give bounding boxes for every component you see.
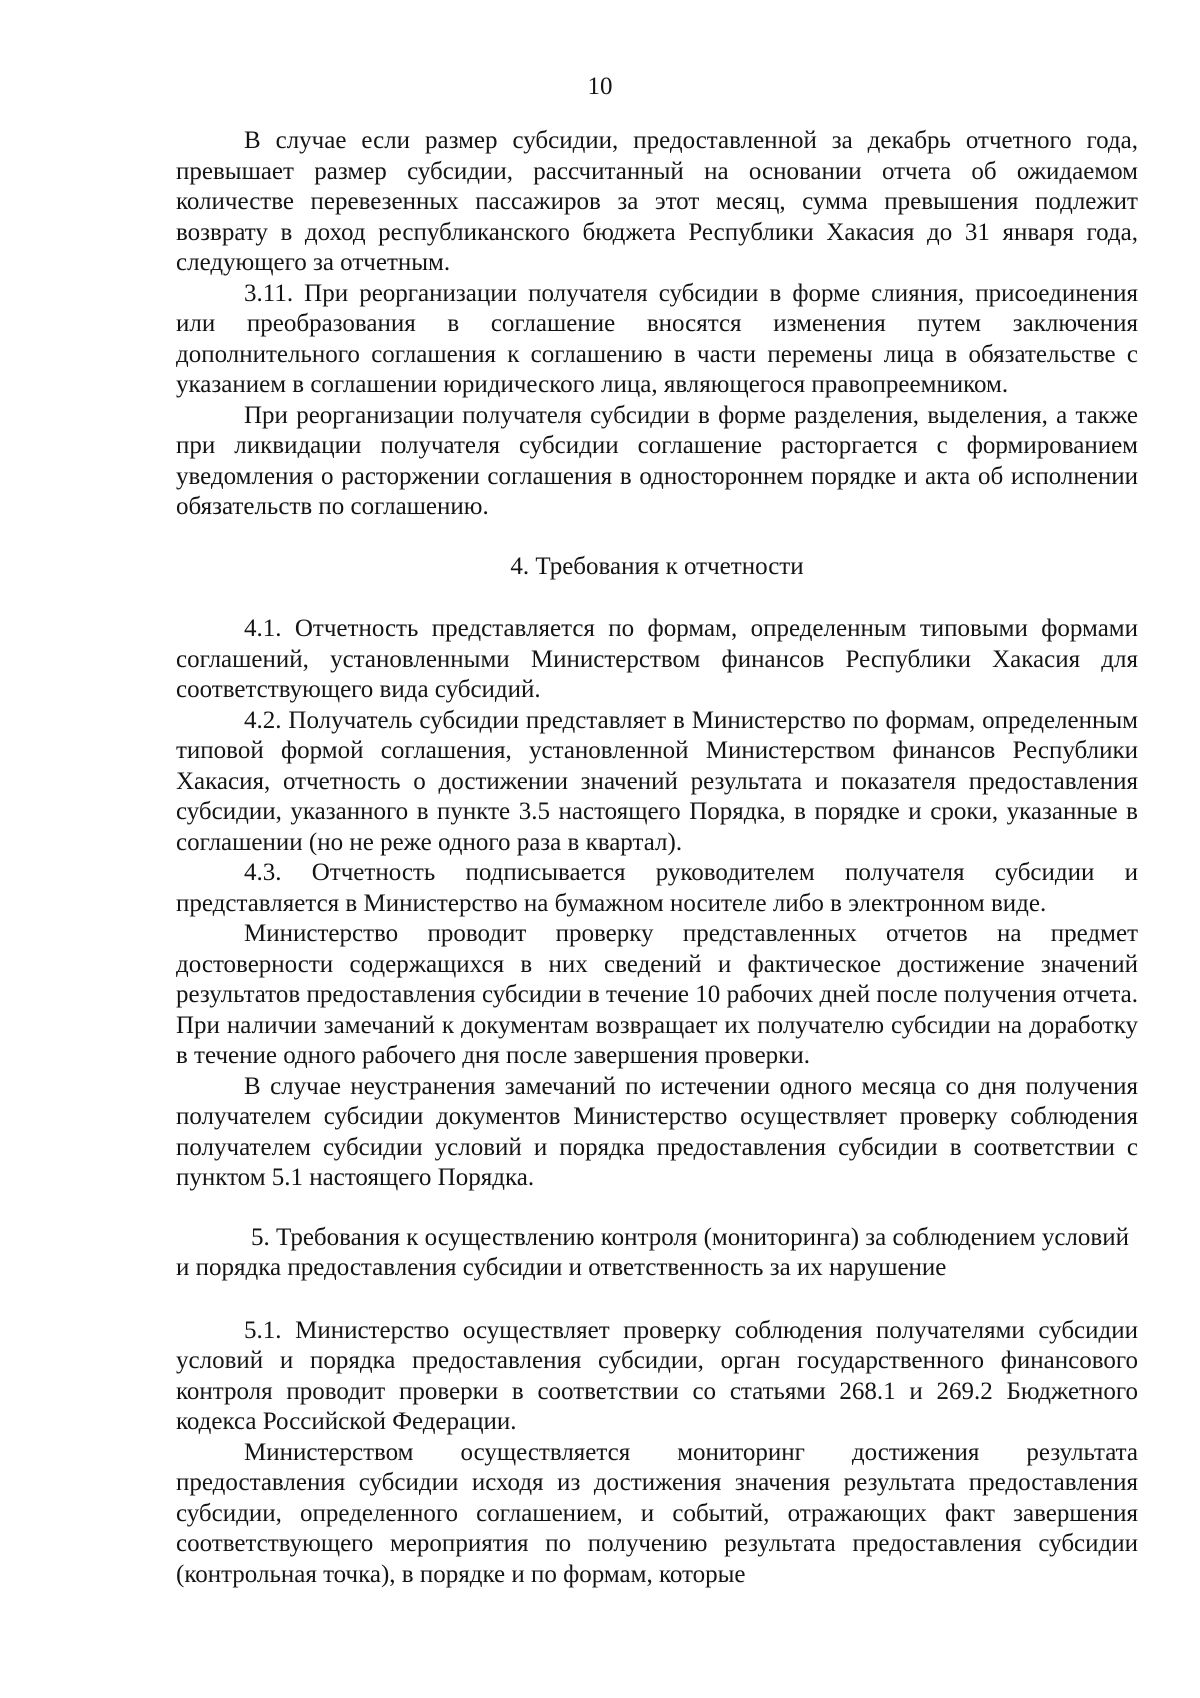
- section-heading: 4. Требования к отчетности: [510, 552, 804, 580]
- paragraph: В случае неустранения замечаний по истечении одного месяца со дня получения получателем субсидии документов Министерство осуществляет проверку соблюдения получателем субсидии условий и порядка предоставления субсидии в соответствии с пунктом 5.1 настоящего Порядка.: [176, 1072, 1138, 1191]
- document-body: [176, 126, 1138, 1590]
- paragraph: В случае если размер субсидии, предоставленной за декабрь отчетного года, превышает размер субсидии, рассчитанный на основании отчета об ожидаемом количестве перевезенных пассажиров за этот месяц, сумма превышения подлежит возврату в доход республиканского бюджета Республики Хакасия до 31 января года, следующего за отчетным.: [176, 127, 1138, 276]
- paragraph: При реорганизации получателя субсидии в форме разделения, выделения, а также при ликвидации получателя субсидии соглашение расторгается с формированием уведомления о расторжении соглашения в одностороннем порядке и акта об исполнении обязательств по соглашению.: [176, 401, 1138, 520]
- paragraph: 4.1. Отчетность представляется по формам, определенным типовыми формами соглашений, установленными Министерством финансов Республики Хакасия для соответствующего вида субсидий.: [176, 615, 1138, 703]
- paragraph: 4.3. Отчетность подписывается руководителем получателя субсидии и представляется в Министерство на бумажном носителе либо в электронном виде.: [176, 859, 1138, 917]
- paragraph: Министерством осуществляется мониторинг достижения результата предоставления субсидии исходя из достижения значения результата предоставления субсидии, определенного соглашением, и событий, отражающих факт завершения соответствующего мероприятия по получению результата предоставления субсидии (контрольная точка), в порядке и по формам, которые: [176, 1438, 1138, 1588]
- paragraph: 5.1. Министерство осуществляет проверку соблюдения получателями субсидии условий и порядка предоставления субсидии, орган государственного финансового контроля проводит проверки в соответствии со статьями 268.1 и 269.2 Бюджетного кодекса Российской Федерации.: [176, 1316, 1138, 1435]
- section-heading: 5. Требования к осуществлению контроля (мониторинга) за соблюдением условий и порядка предоставления субсидии и ответственность за их нарушение: [176, 1223, 1129, 1281]
- page-number: 10: [587, 73, 613, 100]
- paragraph: 4.2. Получатель субсидии представляет в Министерство по формам, определенным типовой формой соглашения, установленной Министерством финансов Республики Хакасия, отчетность о достижении значений результата и показателя предоставления субсидии, указанного в пункте 3.5 настоящего Порядка, в порядке и сроки, указанные в соглашении (но не реже одного раза в квартал).: [176, 706, 1138, 856]
- paragraph: 3.11. При реорганизации получателя субсидии в форме слияния, присоединения или преобразования в соглашение вносятся изменения путем заключения дополнительного соглашения к соглашению в части перемены лица в обязательстве с указанием в соглашении юридического лица, являющегося правопреемником.: [176, 279, 1138, 398]
- paragraph: Министерство проводит проверку представленных отчетов на предмет достоверности содержащихся в них сведений и фактическое достижение значений результатов предоставления субсидии в течение 10 рабочих дней после получения отчета. При наличии замечаний к документам возвращает их получателю субсидии на доработку в течение одного рабочего дня после завершения проверки.: [176, 920, 1138, 1069]
